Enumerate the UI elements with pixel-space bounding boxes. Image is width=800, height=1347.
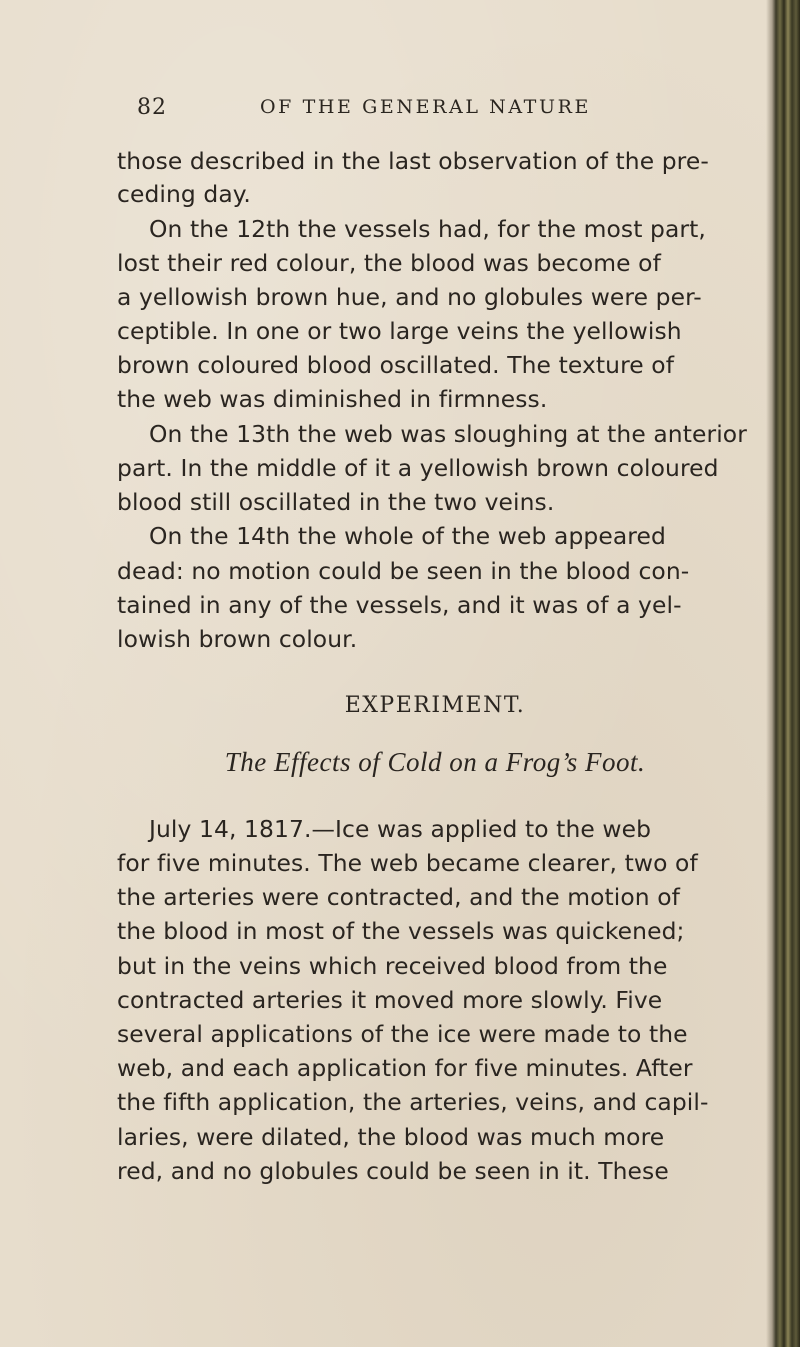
text-line: contracted arteries it moved more slowly. Five [117,986,663,1014]
section-subheading: The Effects of Cold on a Frog’s Foot. [224,747,646,777]
book-spine-edge [766,0,800,1347]
text-line: July 14, 1817.—Ice was applied to the web [149,815,652,843]
text-line: On the 12th the vessels had, for the most part, [149,215,706,243]
text-line: for five minutes. The web became clearer, two of [117,849,698,877]
text-line: tained in any of the vessels, and it was of a yel- [117,591,682,619]
text-line: lost their red colour, the blood was become of [117,249,661,277]
text-line: On the 14th the whole of the web appeared [149,522,666,550]
running-head [137,95,757,135]
text-line: part. In the middle of it a yellowish brown coloured [117,454,719,482]
text-line: the fifth application, the arteries, veins, and capil- [117,1088,709,1116]
section-heading: EXPERIMENT. [344,693,526,718]
text-line: several applications of the ice were made to the [117,1020,688,1048]
text-line: brown coloured blood oscillated. The texture of [117,351,675,379]
text-line: dead: no motion could be seen in the blood con- [117,557,690,585]
text-line: those described in the last observation of the pre- [117,147,709,175]
text-line: the web was diminished in firmness. [117,385,548,413]
page-number: 82 [137,95,167,120]
text-line: a yellowish brown hue, and no globules were per- [117,283,702,311]
text-line: laries, were dilated, the blood was much more [117,1123,665,1151]
text-line: the arteries were contracted, and the motion of [117,883,681,911]
text-line: but in the veins which received blood from the [117,952,668,980]
text-line: ceding day. [117,180,251,208]
text-line: the blood in most of the vessels was quickened; [117,917,685,945]
text-line: ceptible. In one or two large veins the yellowish [117,317,682,345]
text-line: lowish brown colour. [117,625,358,653]
text-line: red, and no globules could be seen in it. These [117,1157,669,1185]
text-line: blood still oscillated in the two veins. [117,488,555,516]
text-line: web, and each application for five minutes. After [117,1054,693,1082]
running-head-title: OF THE GENERAL NATURE [260,96,591,118]
text-line: On the 13th the web was sloughing at the anterior [149,420,747,448]
